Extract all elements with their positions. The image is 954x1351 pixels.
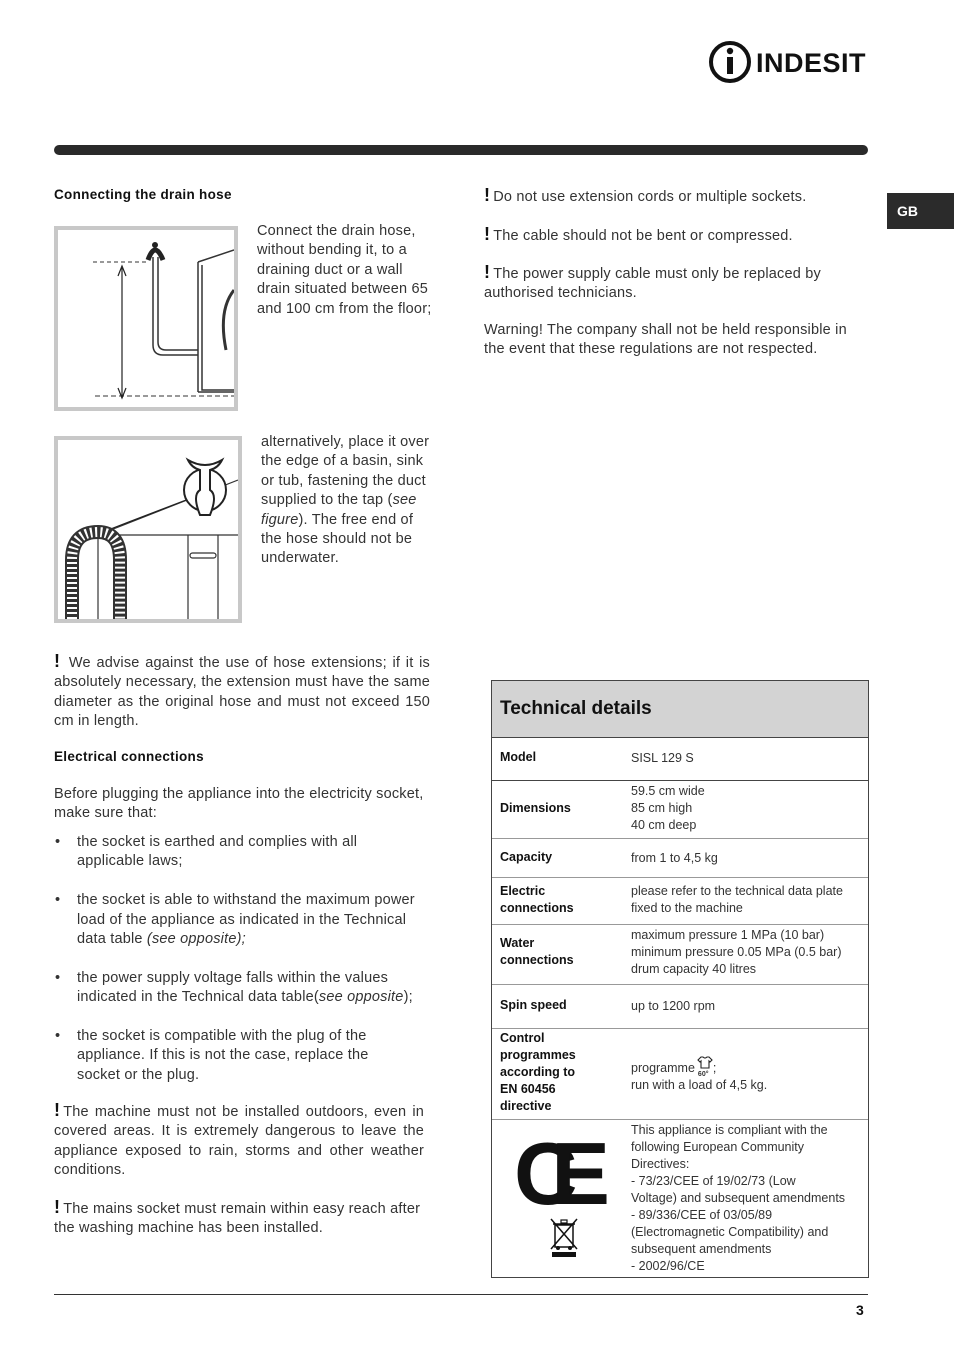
ce-mark-icon [514, 1132, 610, 1217]
row-label: Spin speed [500, 998, 567, 1012]
socket-warning: ! The mains socket must remain within easy reach after the washing machine has been installed. [54, 1197, 421, 1237]
list-item: • the power supply voltage falls within the values indicated in the Technical data table(see opposite); [54, 969, 438, 1008]
warning-mark: ! [484, 185, 491, 205]
shirt-icon: 60° [695, 1056, 713, 1076]
table-row [492, 878, 868, 925]
warning-mark: ! [484, 262, 491, 282]
drain-text-1: Connect the drain hose, without bending it, to a draining duct or a wall drain situated between 65 and 100 cm from the floor; [257, 223, 432, 317]
drain-text-2: alternatively, place it over the edge of a basin, sink or tub, fastening the duct supplied to the tap (see figure). The free end of the hose should not be underwater. [261, 434, 430, 567]
electrical-checklist [54, 833, 438, 1105]
tap-hose-figure [54, 436, 242, 623]
warning-mark: ! [54, 1197, 61, 1217]
weee-bin-icon [548, 1216, 580, 1263]
footer-rule [54, 1294, 868, 1295]
warning-cable-replace: ! The power supply cable must only be replaced by authorised technicians. [484, 262, 821, 302]
row-value: 59.5 cm wide 85 cm high 40 cm deep [631, 784, 705, 832]
row-value: SISL 129 S [631, 751, 694, 765]
warning-extension-cords: ! Do not use extension cords or multiple sockets. [484, 185, 807, 205]
table-row [492, 925, 868, 985]
ce-compliance-text: This appliance is compliant with the following European Community Directives: - 73/23/CEE of 19/02/73 (Low Voltage) and subsequent amendments - 89/336/CEE of 03/05/89 (Electromagnetic Compatibility) and subsequent amendments - 2002/96/CE [631, 1123, 846, 1273]
disclaimer: Warning! The company shall not be held responsible in the event that these regulations are not respected. [484, 322, 847, 358]
row-value: programme 60° ; run with a load of 4,5 kg. [631, 1056, 863, 1094]
row-label: Model [500, 750, 537, 764]
table-row [492, 738, 868, 781]
technical-details-title: Technical details [492, 681, 868, 738]
warning-cable-bent: ! The cable should not be bent or compressed. [484, 224, 793, 244]
warning-mark: ! [484, 224, 491, 244]
svg-text:INDESIT: INDESIT [756, 48, 867, 78]
list-item: • the socket is able to withstand the maximum power load of the appliance as indicated in the Technical data table (see opposite); [54, 891, 438, 949]
row-value: maximum pressure 1 MPa (10 bar) minimum pressure 0.05 MPa (0.5 bar) drum capacity 40 litres [631, 928, 842, 976]
technical-details-table [491, 680, 869, 1278]
page-number: 3 [856, 1302, 864, 1318]
row-value: from 1 to 4,5 kg [631, 851, 718, 865]
table-row [492, 1120, 868, 1277]
table-row [492, 839, 868, 878]
drain-hose-heading: Connecting the drain hose [54, 187, 232, 202]
warning-mark: ! [54, 1100, 61, 1120]
list-item: • the socket is compatible with the plug of the appliance. If this is not the case, replace the socket or the plug. [54, 1027, 438, 1085]
row-label: Dimensions [500, 801, 571, 815]
language-tab: GB [887, 193, 954, 229]
warning-mark: ! [54, 651, 61, 671]
row-label: Water connections [500, 936, 574, 967]
row-value: please refer to the technical data plate fixed to the machine [631, 884, 843, 915]
electrical-intro: Before plugging the appliance into the electricity socket, make sure that: [54, 786, 424, 822]
outdoor-warning: ! The machine must not be installed outdoors, even in covered areas. It is extremely dangerous to leave the appliance exposed to rain, storms and other weather conditions. [54, 1100, 424, 1179]
hose-extension-warning: ! We advise against the use of hose extensions; if it is absolutely necessary, the extension must have the same diameter as the original hose and must not exceed 150 cm in length. [54, 651, 431, 730]
row-label: Control programmes according to EN 60456 directive [500, 1031, 576, 1113]
header-rule [54, 145, 868, 155]
row-value: up to 1200 rpm [631, 999, 716, 1013]
row-label: Electric connections [500, 884, 574, 915]
electrical-heading: Electrical connections [54, 749, 204, 764]
svg-text:CE: CE [514, 1132, 610, 1212]
list-item: • the socket is earthed and complies with all applicable laws; [54, 833, 438, 872]
row-label: Capacity [500, 850, 553, 864]
table-row [492, 781, 868, 839]
drain-duct-figure [54, 226, 238, 411]
table-row [492, 1029, 868, 1120]
indesit-logo [708, 40, 870, 84]
table-row [492, 985, 868, 1029]
